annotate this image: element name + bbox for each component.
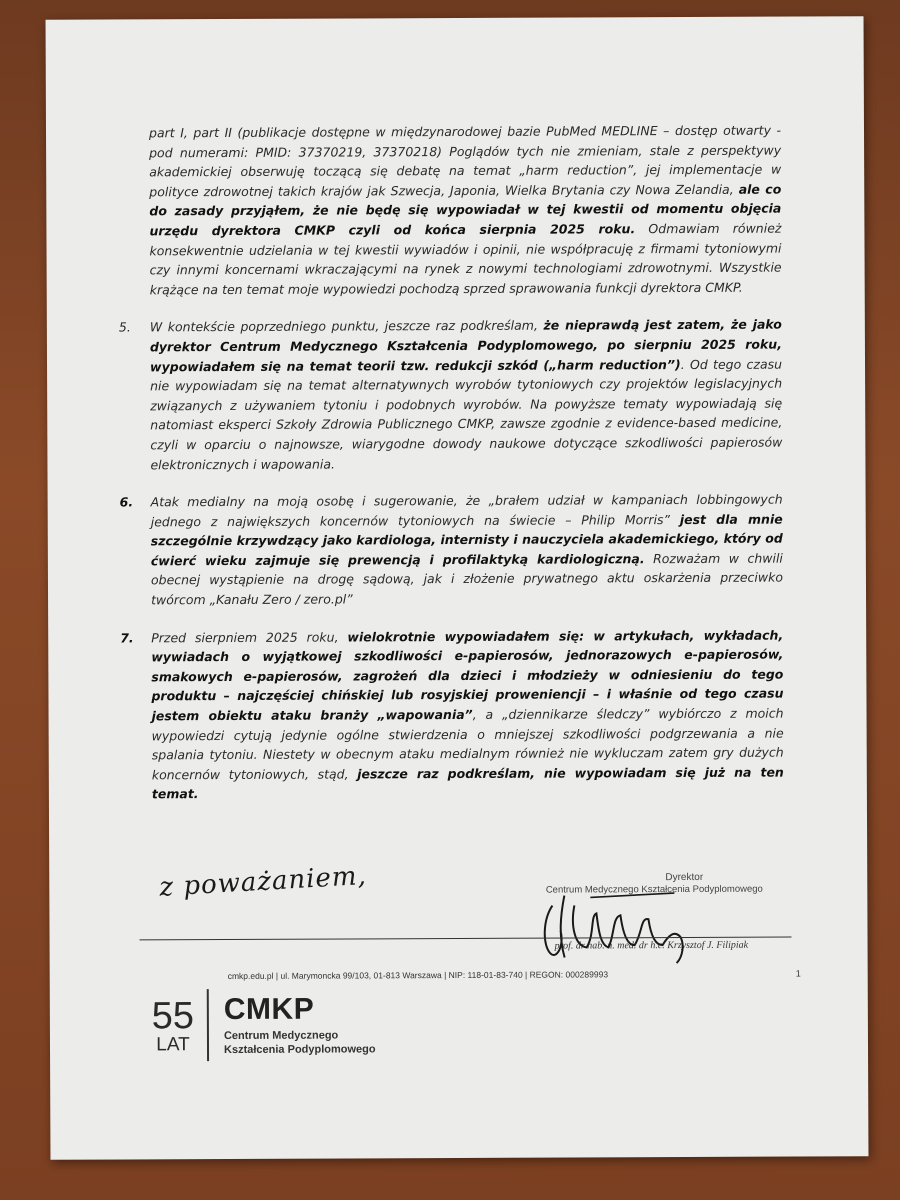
document-page (46, 16, 869, 1160)
text-segment: Atak medialny na moją osobę i sugerowanie, że „brałem udział w kampaniach lobbingowych jednego z największych koncernów tytoniowych na świecie – Philip Morris” (150, 491, 783, 530)
footer-address: cmkp.edu.pl | ul. Marymoncka 99/103, 01-813 Warszawa | NIP: 118-01-83-740 | REGON: 000289993 (227, 969, 609, 982)
point-number: 5. (118, 319, 131, 335)
text-segment: part I, part II (publikacje dostępne w międzynarodowej bazie PubMed MEDLINE – dostęp otwarty - pod numerami: PMID: 37370219, 37370218) Poglądów tych nie zmieniam, stale z perspektywy akademickiej obserwuję toczącą się debatę na temat „harm reduction”, jej implementacje w polityce zdrowotnej takich krajów jak Szwecja, Japonia, Wielka Brytania czy Nowa Zelandia, (148, 122, 782, 200)
stamp-name: prof. dr hab. n. med. dr h.c. Krzysztof J. Filipiak (554, 939, 749, 952)
bold-text-segment: że nieprawdą jest zatem, że jako dyrektor Centrum Medycznego Kształcenia Podyplomowego, po sierpniu 2025 roku, wypowiadałem się na temat teorii tzw. redukcji szkód („harm reduction”) (149, 316, 782, 374)
text-segment: Odmawiam również konsekwentnie udzielania w tej kwestii wywiadów i opinii, nie współpracuję z firmami tytoniowymi czy innymi koncernami wkraczającymi na rynek z nowymi technologiami zdrowotnymi. Wszystkie krążące na ten temat moje wypowiedzi pochodzą sprzed sprawowania funkcji dyrektora CMKP. (149, 220, 782, 298)
cmkp-full-name (224, 1028, 376, 1057)
page-number: 1 (795, 968, 801, 979)
bold-text-segment: jeszcze raz podkreślam, nie wypowiadam się już na ten temat. (151, 764, 784, 802)
logo-divider (207, 989, 209, 1061)
anniversary-number: 55 (151, 995, 195, 1038)
text-segment: W kontekście poprzedniego punktu, jeszcze raz podkreślam, (149, 317, 544, 335)
cmkp-logo: CMKP (223, 992, 315, 1027)
text-segment: Przed sierpniem 2025 roku, (151, 629, 348, 645)
bold-text-segment: ale co do zasady przyjąłem, że nie będę się wypowiadał w tej kwestii od momentu objęcia urzędu dyrektora CMKP czyli od końca sierpnia 2025 roku. (149, 181, 782, 239)
point-text (150, 317, 783, 472)
point-number: 6. (119, 494, 134, 510)
point-5 (118, 315, 783, 475)
cmkp-name-line2: Kształcenia Podyplomowego (223, 1043, 376, 1057)
point-6 (119, 490, 784, 610)
handwritten-signature (534, 875, 714, 966)
bold-text-segment: wielokrotnie wypowiadałem się: w artykułach, wykładach, wywiadach o wyjątkowej szkodliwości e-papierosów, jednorazowych e-papierosów, smakowych e-papierosów, zagrożeń dla dzieci i młodzieży w odniesieniu do tego produktu – najczęściej chińskiej lub rosyjskiej proweniencji – i właśnie od tego czasu jestem obiektu ataku branży „wapowania” (151, 627, 784, 724)
text-segment: . Od tego czasu nie wypowiadam się na temat alternatywnych wyrobów tytoniowych czy projektów legislacyjnych związanych z używaniem tytoniu i podobnych wyrobów. Na powyższe tematy wypowiadają się natomiast eksperci Szkoły Zdrowia Publicznego CMKP, zawsze zgodnie z evidence-based medicine, czyli w oparciu o najnowsze, wiarygodne dowody naukowe dotyczące szkodliwości papierosów elektronicznych i wapowania. (150, 356, 783, 472)
point-7 (120, 625, 784, 804)
point-number: 7. (120, 630, 134, 646)
document-body (118, 121, 784, 805)
point-text (151, 492, 783, 608)
cmkp-name-line1: Centrum Medycznego (223, 1029, 339, 1043)
stamp-title: Dyrektor (665, 871, 704, 884)
text-segment: Rozważam w chwili obecnej wystąpienie na drogę sądową, jak i złożenie prywatnego aktu oskarżenia przeciwko twórcom „Kanału Zero / zero.pl” (150, 550, 783, 608)
bold-text-segment: jest dla mnie szczególnie krzywdzący jako kardiologa, internisty i nauczyciela akademickiego, który od ćwierć wieku zajmuje się prewencją i profilaktyką kardiologiczną. (150, 511, 783, 569)
anniversary-logo (142, 997, 204, 1055)
stamp-organization: Centrum Medycznego Kształcenia Podyplomowego (545, 883, 763, 896)
intro-paragraph (149, 121, 782, 300)
anniversary-label: LAT (156, 1034, 190, 1056)
point-text (151, 627, 784, 802)
closing-salutation: z poważaniem, (158, 860, 368, 903)
text-segment: , a „dziennikarze śledczy” wybiórczo z moich wypowiedzi cytują jedynie ogólne stwierdzenia o mniejszej szkodliwości podgrzewania a nie spalania tytoniu. Niestety w obecnym ataku medialnym również nie wykluczam zatem gry dużych koncernów tytoniowych, stąd, (151, 705, 784, 783)
